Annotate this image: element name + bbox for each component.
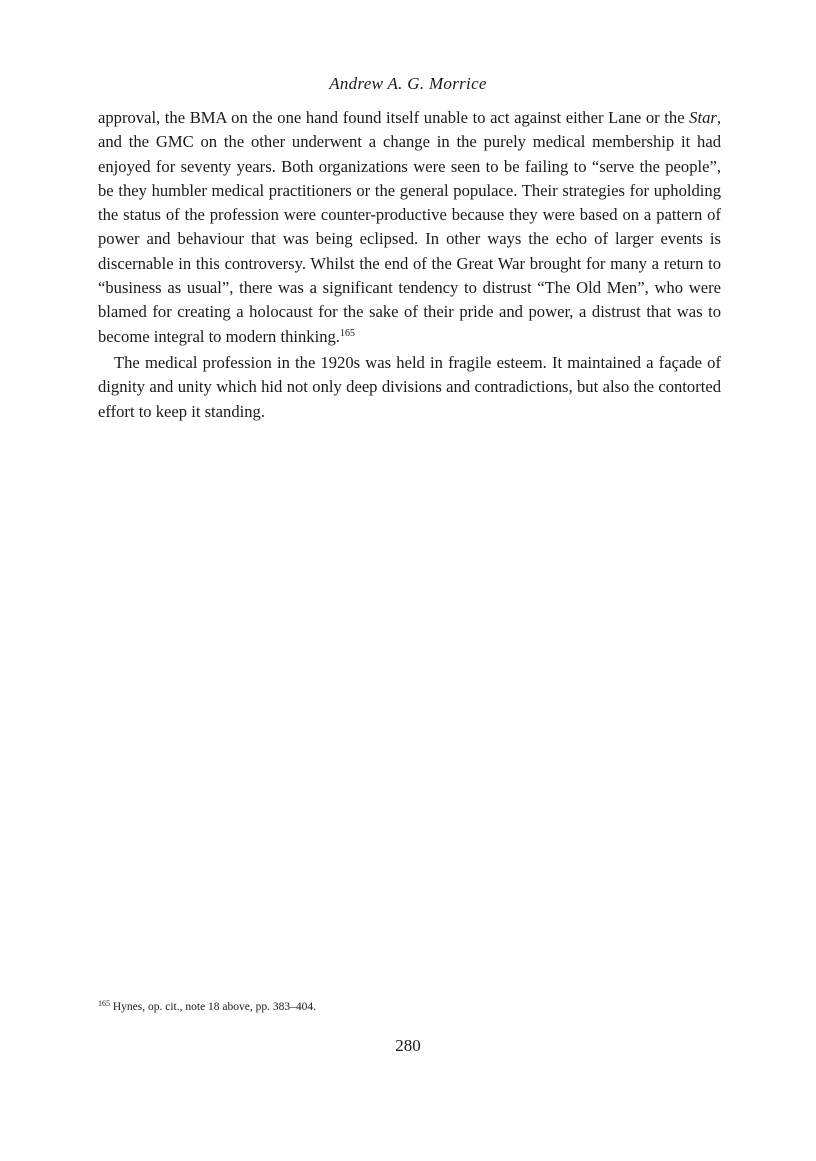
paragraph-2: The medical profession in the 1920s was held in fragile esteem. It maintained a façade of dignity and unity which hid not only deep divisions and contradictions, but also the contorted effort to keep it standing. [98,352,721,421]
page-number: 280 [395,1036,421,1055]
running-head: Andrew A. G. Morrice [329,74,487,93]
paragraph-1 [98,106,721,349]
footnote-text: Hynes, op. cit., note 18 above, pp. 383–404. [110,1001,317,1013]
body-text [98,106,721,424]
paragraph-1-text-a: approval, the BMA on the one hand found itself unable to act against either Lane or the [98,108,690,127]
paragraph-1-text-b: , and the GMC on the other underwent a change in the purely medical membership it had enjoyed for seventy years. Both organizations were seen to be failing to “serve the people”, be they humbler medical practitioners or the general populace. Their strategies for upholding the status of the profession were counter-productive because they were based on a pattern of power and behaviour that was being eclipsed. In other ways the echo of larger events is discernable in this controversy. Whilst the end of the Great War brought for many a return to “business as usual”, there was a significant tendency to distrust “The Old Men”, who were blamed for creating a holocaust for the sake of their pride and power, a distrust that was to become integral to modern thinking. [98,108,721,346]
italic-newspaper-title: Star [689,108,717,127]
footnote-reference[interactable]: 165 [339,327,355,339]
footnote-number: 165 [98,999,110,1008]
footnote [98,1000,721,1014]
